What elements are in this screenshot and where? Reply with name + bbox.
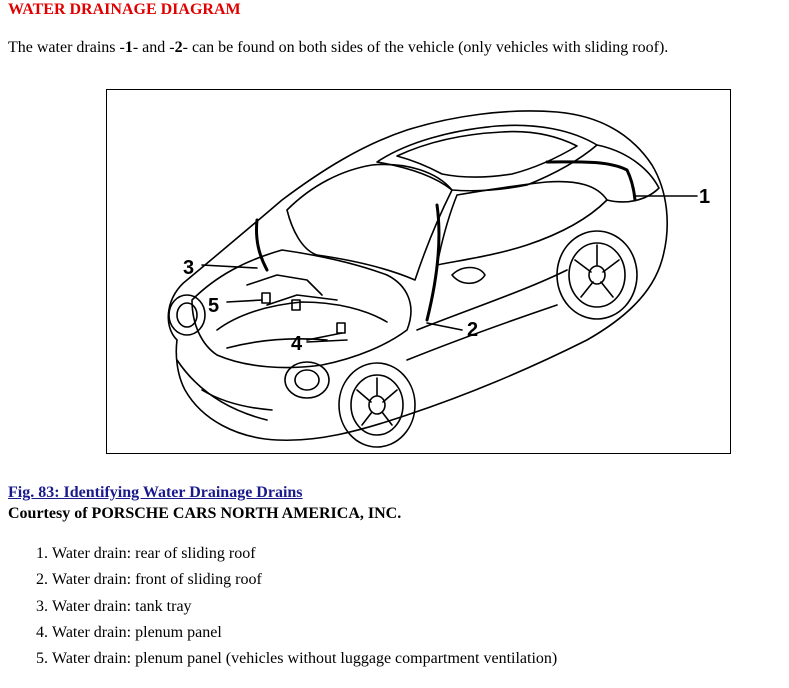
car-drainage-figure <box>106 89 731 454</box>
intro-drain-number-2: 2 <box>174 39 183 56</box>
list-item: 2. Water drain: front of sliding roof <box>52 567 557 593</box>
intro-drain-number-1: 1 <box>124 39 133 56</box>
car-line-drawing <box>107 90 730 453</box>
figure-caption-link[interactable]: Fig. 83: Identifying Water Drainage Drains <box>8 484 303 501</box>
intro-text-1: The water drains - <box>8 39 125 56</box>
list-item: 5. Water drain: plenum panel (vehicles without luggage compartment ventilation) <box>52 646 557 672</box>
list-item: 4. Water drain: plenum panel <box>52 620 557 646</box>
intro-text-2: - and - <box>132 39 175 56</box>
intro-text-3: - can be found on both sides of the vehicle (only vehicles with sliding roof). <box>182 39 669 56</box>
callout-label-5: 5 <box>208 295 220 317</box>
callout-label-1: 1 <box>699 186 711 208</box>
list-item: 1. Water drain: rear of sliding roof <box>52 541 557 567</box>
intro-paragraph <box>8 39 668 57</box>
callout-label-4: 4 <box>291 333 303 355</box>
figure-courtesy: Courtesy of PORSCHE CARS NORTH AMERICA, INC. <box>8 505 402 522</box>
list-item: 3. Water drain: tank tray <box>52 594 557 620</box>
drain-list <box>10 541 557 672</box>
page-heading: WATER DRAINAGE DIAGRAM <box>8 1 241 18</box>
callout-label-3: 3 <box>183 257 195 279</box>
callout-label-2: 2 <box>467 319 479 341</box>
